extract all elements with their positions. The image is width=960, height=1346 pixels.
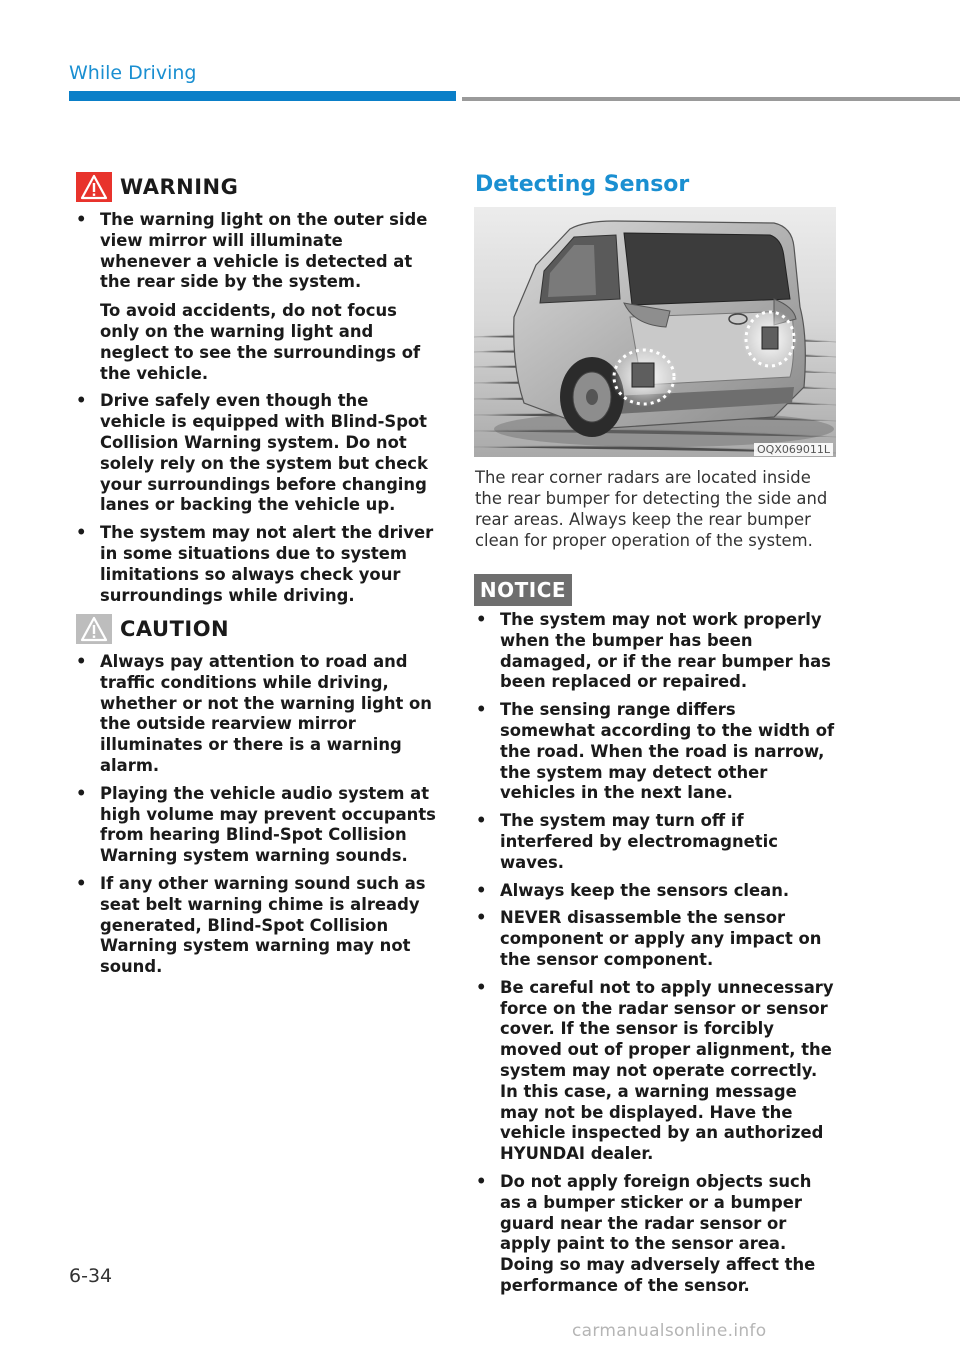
page-number: 6-34 bbox=[69, 1265, 113, 1287]
caution-icon bbox=[76, 614, 112, 644]
header-title: While Driving bbox=[69, 62, 197, 84]
list-item bbox=[76, 391, 436, 516]
list-item bbox=[76, 210, 436, 384]
warning-title bbox=[76, 172, 238, 202]
notice-label: NOTICE bbox=[474, 574, 572, 606]
bullet: • bbox=[76, 783, 87, 803]
watermark[interactable]: carmanualsonline.info bbox=[572, 1321, 767, 1341]
list-item bbox=[476, 700, 836, 804]
bullet: • bbox=[476, 977, 487, 997]
bullet: • bbox=[476, 908, 487, 928]
warning-text: The warning light on the outer side view mirror will illuminate whenever a vehicle is detected at the rear side by the system. bbox=[100, 210, 428, 292]
section-body: The rear corner radars are located inside the rear bumper for detecting the side and rear areas. Always keep the rear bumper clean for proper operation of the system. bbox=[475, 468, 828, 550]
caution-title bbox=[76, 614, 229, 644]
notice-text: Be careful not to apply unnecessary force on the radar sensor or sensor cover. If the sensor is forcibly moved out of proper alignment, the system may not operate correctly. In this case, a warning message may not be displayed. Have the vehicle inspected by an authorized HYUNDAI dealer. bbox=[500, 977, 834, 1164]
notice-text: The sensing range differs somewhat according to the width of the road. When the road is narrow, the system may detect other vehicles in the next lane. bbox=[500, 700, 835, 803]
notice-text: Always keep the sensors clean. bbox=[500, 880, 790, 900]
list-item bbox=[76, 784, 436, 867]
bullet: • bbox=[476, 811, 487, 831]
notice-text: NEVER disassemble the sensor component or apply any impact on the sensor component. bbox=[500, 908, 822, 969]
bullet: • bbox=[476, 880, 487, 900]
caution-list bbox=[76, 652, 436, 985]
warning-title-text: WARNING bbox=[120, 175, 239, 199]
caution-text: Always pay attention to road and traffic conditions while driving, whether or not the warning light on the outside rearview mirror illuminates or there is a warning alarm. bbox=[100, 652, 432, 775]
notice-text: The system may not work properly when the bumper has been damaged, or if the rear bumper has been replaced or repaired. bbox=[500, 610, 831, 692]
notice-text: Do not apply foreign objects such as a bumper sticker or a bumper guard near the radar sensor or apply paint to the sensor area. Doing so may adversely affect the performance of the sensor. bbox=[500, 1171, 816, 1295]
caution-text: Playing the vehicle audio system at high volume may prevent occupants from hearing Blind-Spot Collision Warning system warning sounds. bbox=[100, 783, 436, 866]
list-item bbox=[476, 908, 836, 970]
bullet: • bbox=[476, 1171, 487, 1191]
header-bar-blue bbox=[69, 91, 456, 101]
bullet: • bbox=[76, 210, 87, 229]
warning-icon bbox=[76, 172, 112, 202]
warning-text: Drive safely even though the vehicle is equipped with Blind-Spot Collision Warning system. Do not solely rely on the system but check your surroundings before changing lanes or backing the vehicle up. bbox=[100, 391, 428, 515]
section-title: Detecting Sensor bbox=[475, 172, 690, 197]
bullet: • bbox=[476, 610, 487, 629]
bullet: • bbox=[76, 523, 87, 543]
vehicle-illustration bbox=[474, 207, 836, 457]
bullet: • bbox=[76, 873, 87, 893]
list-item bbox=[476, 610, 836, 693]
list-item bbox=[76, 652, 436, 777]
warning-subtext: To avoid accidents, do not focus only on the warning light and neglect to see the surroundings of the vehicle. bbox=[100, 301, 421, 383]
list-item bbox=[476, 881, 836, 902]
notice-list bbox=[476, 610, 836, 1304]
figure-code: OQX069011L bbox=[754, 443, 833, 456]
warning-text: The system may not alert the driver in some situations due to system limitations so always check your surroundings while driving. bbox=[100, 523, 434, 605]
list-item bbox=[476, 1172, 836, 1297]
bullet: • bbox=[76, 391, 87, 411]
caution-text: If any other warning sound such as seat belt warning chime is already generated, Blind-Spot Collision Warning system warning may not sound. bbox=[100, 873, 426, 977]
bullet: • bbox=[476, 700, 487, 720]
list-item bbox=[76, 523, 436, 606]
list-item bbox=[476, 978, 836, 1165]
list-item bbox=[476, 811, 836, 873]
list-item bbox=[76, 874, 436, 978]
warning-list bbox=[76, 210, 436, 613]
caution-title-text: CAUTION bbox=[120, 617, 230, 641]
header-bar-grey bbox=[462, 97, 960, 101]
sensor-figure bbox=[474, 207, 836, 457]
notice-text: The system may turn off if interfered by electromagnetic waves. bbox=[500, 811, 778, 872]
bullet: • bbox=[76, 652, 87, 671]
